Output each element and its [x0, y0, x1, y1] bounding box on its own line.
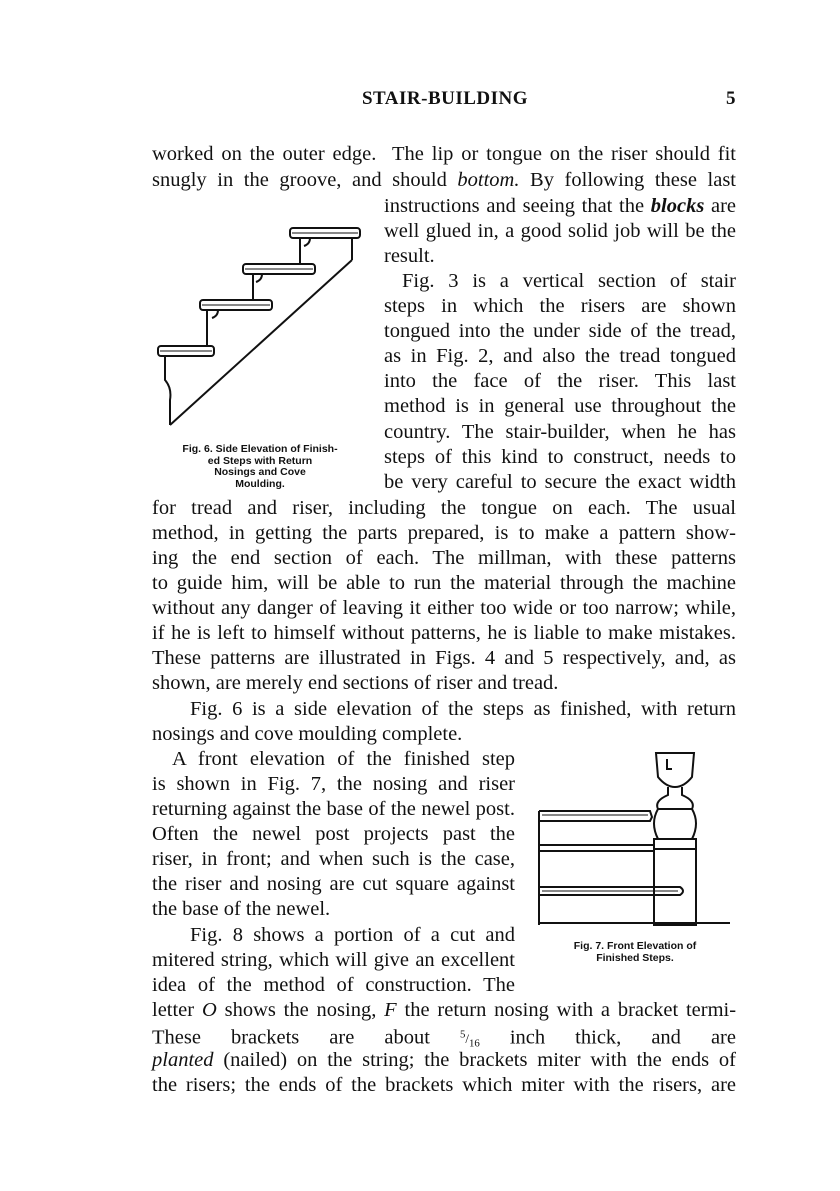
text-line: result. [384, 245, 435, 267]
page-number: 5 [726, 88, 736, 109]
text-line: nosings and cove moulding complete. [152, 723, 463, 745]
text-line: Often the newel post projects past the [152, 823, 515, 845]
text-line: riser, in front; and when such is the case, [152, 848, 515, 870]
text-line: as in Fig. 2, and also the tread tongued [384, 345, 736, 367]
text-line: snugly in the groove, and should bottom. By following these last [152, 169, 736, 191]
text-line: Fig. 6 is a side elevation of the steps as finished, with return [190, 698, 736, 720]
header-title: STAIR-BUILDING [361, 88, 529, 109]
text-line: Fig. 3 is a vertical section of stair [402, 270, 736, 292]
text-line: worked on the outer edge. The lip or tongue on the riser should fit [152, 143, 737, 165]
text-line: steps of this kind to construct, needs to [384, 446, 736, 468]
text-line: country. The stair-builder, when he has [384, 421, 736, 443]
text-line: the riser and nosing are cut square against [152, 873, 515, 895]
fig7-newel-drawing [534, 745, 734, 935]
text-line: Fig. 8 shows a portion of a cut and [190, 924, 515, 946]
text-line: if he is left to himself without patterns, he is liable to make mistakes. [152, 622, 736, 644]
text-line: steps in which the risers are shown [384, 295, 736, 317]
text-line: letter O shows the nosing, F the return nosing with a bracket termi- [152, 999, 737, 1021]
text-line: returning against the base of the newel post. [152, 798, 515, 820]
text-line: method is in general use throughout the [384, 395, 736, 417]
fig7-caption: Fig. 7. Front Elevation of Finished Steps. [573, 940, 697, 964]
text-line: ing the end section of each. The millman, with these patterns [152, 547, 736, 569]
running-header [150, 88, 740, 116]
text-line: be very careful to secure the exact width [384, 471, 736, 493]
text-line: to guide him, will be able to run the material through the machine [152, 572, 736, 594]
text-line: mitered string, which will give an excellent [152, 949, 515, 971]
fig6-stairs-drawing [150, 220, 370, 435]
text-line: the risers; the ends of the brackets which miter with the risers, are [152, 1074, 736, 1096]
text-line: idea of the method of construction. The [152, 974, 515, 996]
text-line: These brackets are about $^5/_{16}$ inch thick, and are [152, 1026, 736, 1050]
text-line: shown, are merely end sections of riser and tread. [152, 672, 559, 694]
text-line: planted (nailed) on the string; the brackets miter with the ends of [152, 1049, 736, 1071]
text-line: These patterns are illustrated in Figs. 4 and 5 respectively, and, as [152, 647, 736, 669]
text-line: instructions and seeing that the blocks are [384, 195, 737, 217]
text-line: into the face of the riser. This last [384, 370, 736, 392]
fig6-caption: Fig. 6. Side Elevation of Finish- ed Steps with Return Nosings and Cove Moulding. [182, 443, 338, 490]
text-line: method, in getting the parts prepared, is to make a pattern show- [152, 522, 736, 544]
text-line: tongued into the under side of the tread, [384, 320, 736, 342]
text-line: for tread and riser, including the tongue on each. The usual [152, 497, 736, 519]
text-line: without any danger of leaving it either too wide or too narrow; while, [152, 597, 736, 619]
text-line: is shown in Fig. 7, the nosing and riser [152, 773, 515, 795]
text-line: the base of the newel. [152, 898, 331, 920]
text-line: A front elevation of the finished step [172, 748, 515, 770]
text-line: well glued in, a good solid job will be the [384, 220, 736, 242]
